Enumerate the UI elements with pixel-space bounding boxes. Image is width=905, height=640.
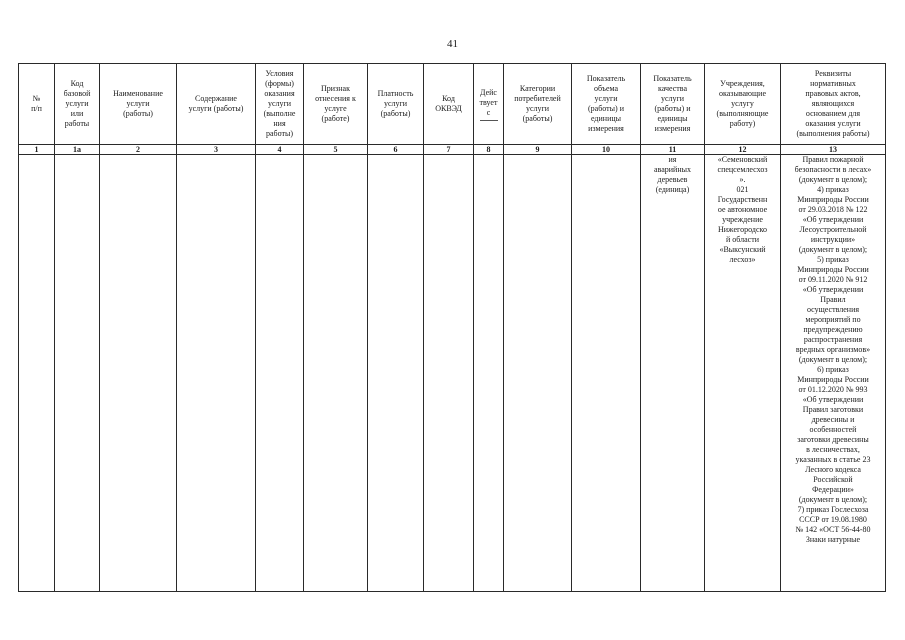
cell-service-content <box>177 155 256 592</box>
cell-consumers <box>504 155 572 592</box>
header-attribute-label: Признак отнесения к услуге (работе) <box>315 84 356 123</box>
header-volume-indicator-label: Показатель объема услуги (работы) и единицы измерения <box>586 74 626 133</box>
table-row <box>19 155 886 592</box>
cell-attribute <box>304 155 368 592</box>
column-number-row <box>19 145 886 155</box>
header-legal-acts-label: Реквизиты нормативных правовых актов, являющихся основанием для оказания услуги (выполнения работы) <box>796 69 870 138</box>
header-number <box>19 64 55 145</box>
cell-number <box>19 155 55 592</box>
cell-valid-from <box>474 155 504 592</box>
cell-conditions <box>256 155 304 592</box>
header-legal-acts <box>781 64 886 145</box>
header-base-code-label: Код базовой услуги или работы <box>63 79 91 128</box>
header-institutions <box>705 64 781 145</box>
cell-volume-indicator <box>572 155 641 592</box>
column-number: 13 <box>781 145 886 155</box>
header-payment-label: Платность услуги (работы) <box>377 89 414 118</box>
header-consumers-label: Категории потребителей услуги (работы) <box>514 84 561 123</box>
column-number: 3 <box>177 145 256 155</box>
column-number: 2 <box>100 145 177 155</box>
header-service-name-label: Наименование услуги (работы) <box>113 89 163 118</box>
column-number: 1а <box>55 145 100 155</box>
column-number: 4 <box>256 145 304 155</box>
header-valid-from <box>474 64 504 145</box>
header-volume-indicator <box>572 64 641 145</box>
header-conditions-label: Условия (формы) оказания услуги (выполне ния работы) <box>263 69 296 138</box>
cell-institutions-text: «Семеновский спецсемлесхоз ». 021 Государственн ое автономное учреждение Нижегородско й области «Выксунский лесхоз» <box>717 155 768 264</box>
page-number: 41 <box>447 38 458 50</box>
column-number: 11 <box>641 145 705 155</box>
column-number: 7 <box>424 145 474 155</box>
header-row <box>19 64 886 145</box>
cell-institutions <box>705 155 781 592</box>
header-okved <box>424 64 474 145</box>
cell-okved <box>424 155 474 592</box>
header-okved-label: Код ОКВЭД <box>435 94 462 113</box>
services-registry-table <box>18 63 886 592</box>
header-institutions-label: Учреждения, оказывающие услугу (выполняющие работу) <box>716 79 769 128</box>
header-consumers <box>504 64 572 145</box>
column-number: 9 <box>504 145 572 155</box>
cell-quality-indicator-text: ия аварийных деревьев (единица) <box>654 155 691 194</box>
header-quality-indicator <box>641 64 705 145</box>
cell-legal-acts-text: Правил пожарной безопасности в лесах» (документ в целом); 4) приказ Минприроды России от 29.03.2018 № 122 «Об утверждении Лесоустроительной инструкции» (документ в целом); 5) приказ Минприроды России от 09.11.2020 № 912 «Об утверждении Правил осуществления мероприятий по предупреждению распространения вредных организмов» (документ в целом); 6) приказ Минприроды России от 01.12.2020 № 993 «Об утверждении Правил заготовки древесины и особенностей заготовки древесины в лесничествах, указанных в статье 23 Лесного кодекса Российской Федерации» (документ в целом); 7) приказ Гослесхоза СССР от 19.08.1980 № 142 «ОСТ 56-44-80 Знаки натурные <box>794 155 872 544</box>
header-service-content <box>177 64 256 145</box>
column-number: 5 <box>304 145 368 155</box>
column-number: 8 <box>474 145 504 155</box>
header-service-name <box>100 64 177 145</box>
header-payment <box>368 64 424 145</box>
blank-line <box>480 119 498 121</box>
column-number: 10 <box>572 145 641 155</box>
header-quality-indicator-label: Показатель качества услуги (работы) и единицы измерения <box>653 74 692 133</box>
cell-quality-indicator <box>641 155 705 592</box>
header-attribute <box>304 64 368 145</box>
cell-base-code <box>55 155 100 592</box>
header-conditions <box>256 64 304 145</box>
header-base-code <box>55 64 100 145</box>
cell-service-name <box>100 155 177 592</box>
column-number: 12 <box>705 145 781 155</box>
cell-payment <box>368 155 424 592</box>
cell-legal-acts <box>781 155 886 592</box>
column-number: 1 <box>19 145 55 155</box>
column-number: 6 <box>368 145 424 155</box>
header-service-content-label: Содержание услуги (работы) <box>188 94 244 113</box>
header-valid-from-label: Дейс твует с <box>479 87 498 117</box>
header-number-label: № п/п <box>31 94 42 113</box>
